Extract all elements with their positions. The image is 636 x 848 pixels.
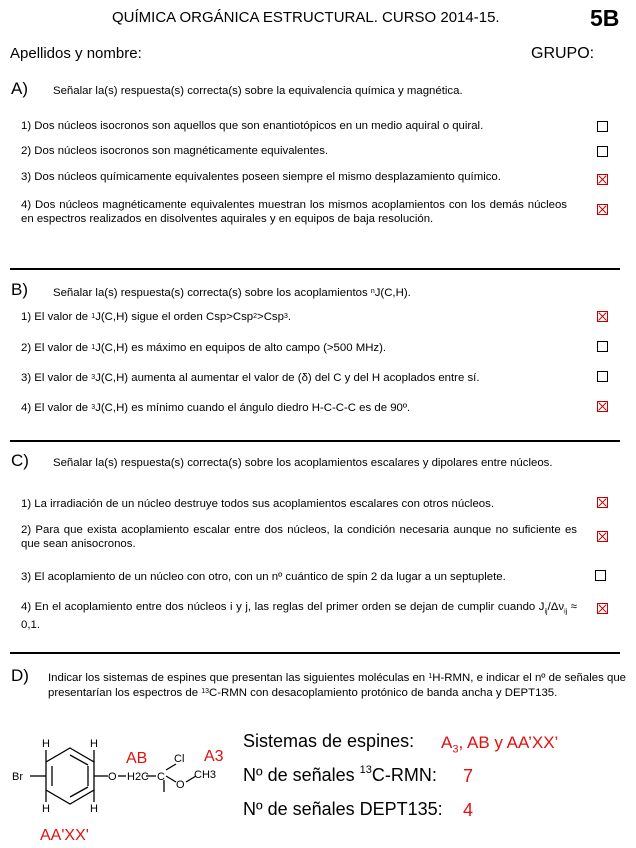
atom-h-topleft: H — [42, 738, 50, 750]
question-a1: 1) Dos núcleos isocronos son aquellos que son enantiotópicos en un medio aquiral o quiral. — [21, 120, 484, 132]
atom-h-bottomright: H — [90, 803, 98, 815]
exam-code: 5B — [590, 5, 620, 31]
question-b1: 1) El valor de $^1$J(C,H) sigue el orden Csp>Csp$^2$>Csp$^3$. — [21, 311, 292, 323]
section-c-letter: C) — [11, 451, 29, 470]
checkbox-b4[interactable] — [597, 401, 608, 412]
label-ab: AB — [126, 750, 148, 767]
divider-c-d — [10, 652, 620, 654]
atom-h-topright: H — [90, 738, 98, 750]
section-b-letter: B) — [11, 280, 28, 299]
section-d-letter: D) — [11, 666, 29, 685]
atom-cl: Cl — [174, 753, 185, 765]
c13-signals-label: Nº de señales $^{13}$C-RMN: — [243, 764, 437, 785]
checkbox-a2[interactable] — [597, 146, 608, 157]
atom-o-methoxy: O — [176, 779, 185, 791]
group-ch3: CH3 — [194, 769, 217, 781]
question-c4: 4) En el acoplamiento entre dos núcleos i y j, las reglas del primer orden se dejan de cumplir cuando $J_{ij}/\Delta\nu_{ij} \approx 0,1$. — [21, 601, 577, 631]
checkbox-b3[interactable] — [597, 371, 608, 382]
divider-b-c — [10, 440, 620, 442]
atom-br: Br — [12, 771, 23, 783]
checkbox-a1[interactable] — [597, 121, 608, 132]
molecule-structure — [0, 720, 240, 848]
question-b3: 3) El valor de $^3$J(C,H) aumenta al aumentar el valor de (δ) del C y del H acoplados entre sí. — [21, 372, 480, 384]
atom-o-ether: O — [108, 771, 117, 783]
section-a-intro: Señalar la(s) respuesta(s) correcta(s) sobre la equivalencia química y magnética. — [53, 85, 463, 97]
question-c1: 1) La irradiación de un núcleo destruye todos sus acoplamientos escalares con otros núcleos. — [21, 498, 494, 510]
question-c2: 2) Para que exista acoplamiento escalar entre dos núcleos, la condición necesaria aunque no suficiente es que sean anisocronos. — [21, 524, 577, 550]
c13-signals-answer: 7 — [463, 766, 474, 786]
question-a4: 4) Dos núcleos magnéticamente equivalentes muestran los mismos acoplamientos con los demás núcleos en espectros realizados en disolventes aquirales y en equipos de baja resolución. — [21, 199, 567, 225]
checkbox-c1[interactable] — [597, 497, 608, 508]
group-label: GRUPO: — [531, 45, 595, 62]
section-d-intro: Indicar los sistemas de espines que presentan las siguientes moléculas en $^1$H-RMN, e indicar el nº de señales que presentarían los espectros de $^{13}$C-RMN con desacoplamiento protónico de banda ancha y DEPT135. — [48, 672, 626, 699]
section-b-intro: Señalar la(s) respuesta(s) correcta(s) sobre los acoplamientos $^n$J(C,H). — [53, 287, 411, 299]
checkbox-b1[interactable] — [597, 311, 608, 322]
dept-signals-label: Nº de señales DEPT135: — [243, 799, 443, 819]
checkbox-c2[interactable] — [597, 531, 608, 542]
question-a3: 3) Dos núcleos químicamente equivalentes poseen siempre el mismo desplazamiento químico. — [21, 171, 501, 183]
question-c3: 3) El acoplamiento de un núcleo con otro, con un nº cuántico de spin 2 da lugar a un septuplete. — [21, 571, 506, 583]
group-ch2: H2C — [127, 771, 150, 783]
checkbox-c4[interactable] — [597, 603, 608, 614]
spin-systems-answer: $A_3$, AB y AA’XX’ — [441, 733, 559, 756]
section-c-intro: Señalar la(s) respuesta(s) correcta(s) sobre los acoplamientos escalares y dipolares entre núcleos. — [53, 457, 553, 469]
atom-h-bottomleft: H — [42, 803, 50, 815]
checkbox-c3[interactable] — [595, 570, 606, 581]
dept-signals-answer: 4 — [463, 800, 474, 820]
divider-a-b — [10, 268, 620, 270]
spin-systems-label: Sistemas de espines: — [243, 731, 415, 751]
question-b2: 2) El valor de $^1$J(C,H) es máximo en equipos de alto campo (>500 MHz). — [21, 342, 387, 354]
section-a-letter: A) — [11, 79, 28, 98]
atom-c: C — [157, 771, 165, 783]
benzene-ring — [46, 748, 94, 804]
label-a3: A3 — [204, 748, 224, 765]
checkbox-b2[interactable] — [597, 341, 608, 352]
exam-title: QUÍMICA ORGÁNICA ESTRUCTURAL. CURSO 2014-15. — [112, 9, 500, 26]
name-label: Apellidos y nombre: — [10, 45, 142, 62]
question-a2: 2) Dos núcleos isocronos son magnéticamente equivalentes. — [21, 145, 329, 157]
checkbox-a3[interactable] — [597, 174, 608, 185]
checkbox-a4[interactable] — [597, 204, 608, 215]
question-b4: 4) El valor de $^3$J(C,H) es mínimo cuando el ángulo diedro H-C-C-C es de 90º. — [21, 402, 411, 414]
label-aaxx: AA'XX' — [40, 827, 89, 844]
